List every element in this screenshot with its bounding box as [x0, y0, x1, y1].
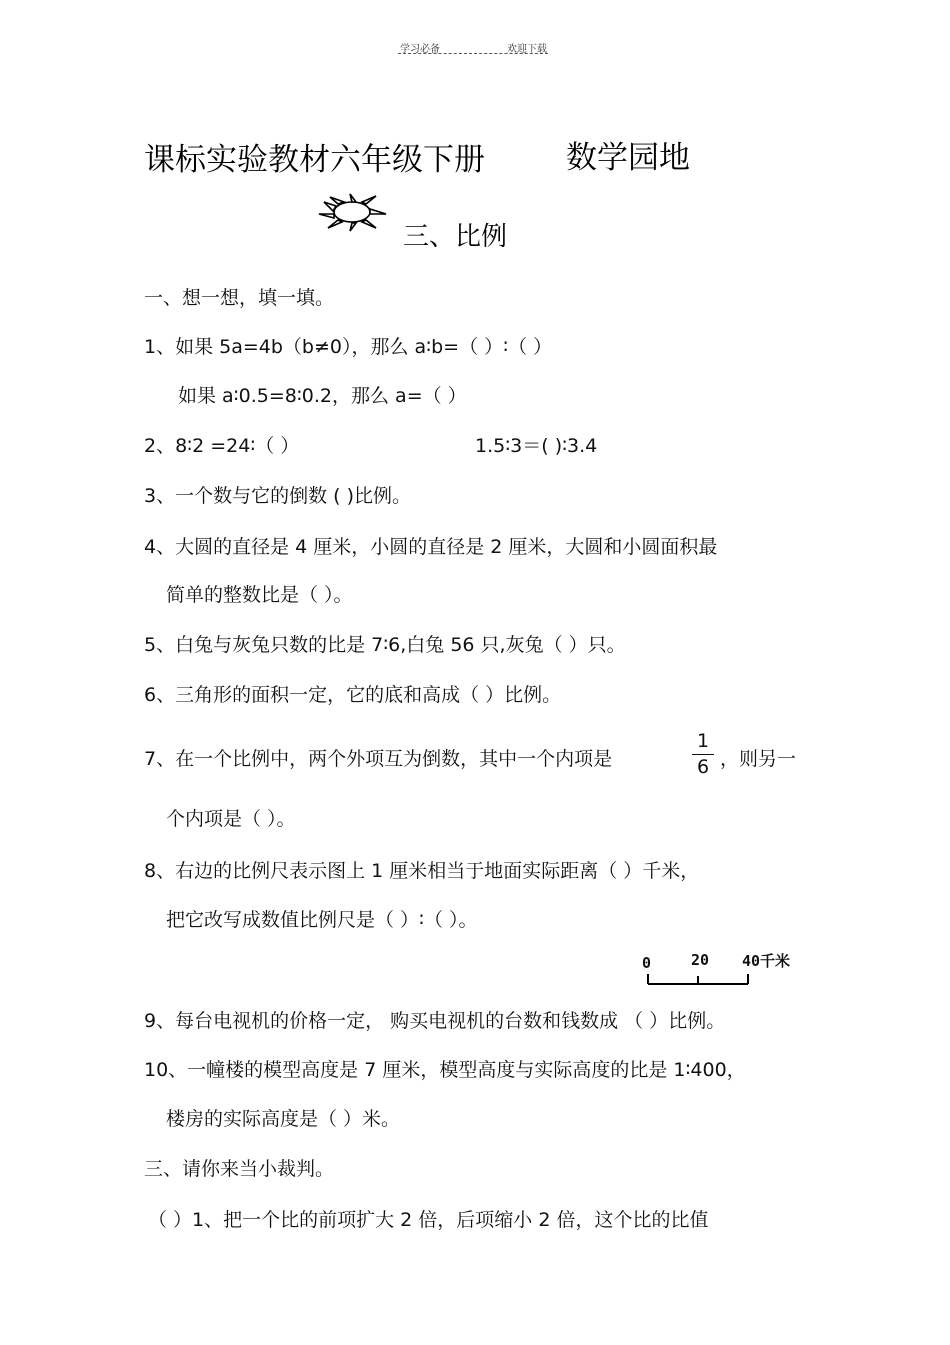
q1-line2: 如果 a∶0.5=8∶0.2，那么 a=（ ） — [178, 385, 467, 407]
section-subtitle: 三、比例 — [403, 222, 508, 252]
header-divider — [398, 53, 548, 54]
section3-heading: 三、请你来当小裁判。 — [144, 1158, 335, 1180]
page-title-right: 数学园地 — [566, 140, 690, 176]
q7-line2: 个内项是（ ）。 — [166, 808, 296, 830]
fraction-denominator: 6 — [696, 756, 710, 778]
q7-line1-tail: ，则另一 — [720, 748, 797, 770]
fraction-numerator: 1 — [696, 730, 710, 752]
q4-line1: 4、大圆的直径是 4 厘米，小圆的直径是 2 厘米，大圆和小圆面积最 — [144, 536, 718, 558]
header-left: 学习必备 — [400, 44, 440, 55]
q9: 9、每台电视机的价格一定， 购买电视机的台数和钱数成 （ ）比例。 — [144, 1010, 726, 1032]
fraction-bar — [692, 754, 714, 755]
scale-label-40: 40千米 — [742, 952, 791, 970]
q10-line2: 楼房的实际高度是（ ）米。 — [166, 1108, 401, 1130]
q3: 3、一个数与它的倒数 ( )比例。 — [144, 485, 411, 507]
header-right: 欢迎下载 — [507, 44, 547, 55]
scale-label-0: 0 — [642, 954, 652, 972]
page-title: 课标实验教材六年级下册 — [144, 142, 485, 178]
q1-line1: 1、如果 5a=4b（b≠0），那么 a∶b=（ ）∶（ ） — [144, 336, 553, 358]
scale-bar — [646, 970, 756, 986]
q10-line1: 10、一幢楼的模型高度是 7 厘米，模型高度与实际高度的比是 1∶400， — [144, 1059, 746, 1081]
judge-item-1: （ ）1、把一个比的前项扩大 2 倍，后项缩小 2 倍，这个比的比值 — [148, 1209, 709, 1231]
section1-heading: 一、想一想，填一填。 — [144, 287, 335, 309]
q8-line2: 把它改写成数值比例尺是（ ）∶（ ）。 — [166, 909, 478, 931]
q7-fraction — [692, 730, 714, 779]
q7-line1: 7、在一个比例中，两个外项互为倒数，其中一个内项是 — [144, 748, 613, 770]
scale-label-20: 20 — [691, 951, 710, 969]
q2-right: 1.5∶3＝( )∶3.4 — [475, 435, 598, 457]
q4-line2: 简单的整数比是（ ）。 — [166, 584, 353, 606]
sun-icon — [314, 192, 394, 232]
q2-left: 2、8∶2 =24∶（ ） — [144, 435, 300, 457]
q8-line1: 8、右边的比例尺表示图上 1 厘米相当于地面实际距离（ ）千米， — [144, 860, 700, 882]
q6: 6、三角形的面积一定，它的底和高成（ ）比例。 — [144, 684, 562, 706]
q5: 5、白兔与灰兔只数的比是 7∶6,白兔 56 只,灰兔（ ）只。 — [144, 634, 626, 656]
